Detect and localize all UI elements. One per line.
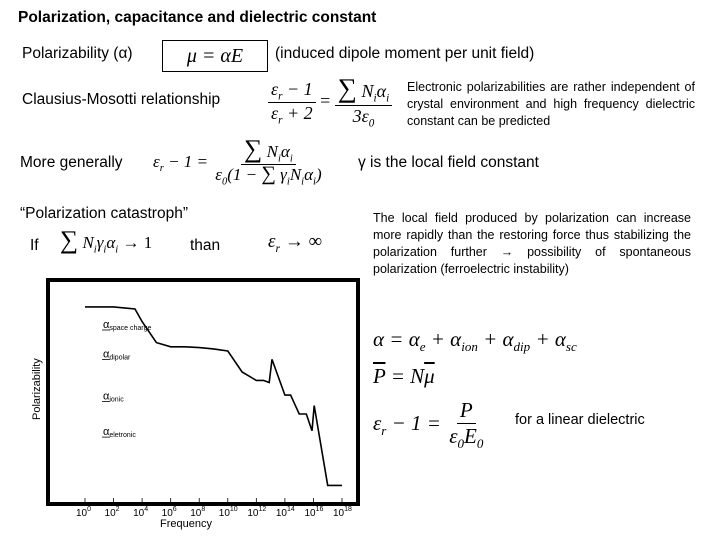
level-label-ionic: αionic (103, 390, 124, 404)
level-label-eletronic: αeletronic (103, 426, 136, 440)
x-tick-label-2: $10^2$ (104, 506, 120, 519)
if-label: If (30, 237, 39, 254)
formula-rhs: = αE (201, 45, 244, 67)
polarization-equation: $\overline{P} = N\overline{\mu}$ (373, 364, 435, 388)
chart-xlabel: Frequency (160, 518, 212, 530)
polarizability-chart (0, 270, 370, 540)
x-tick-label-6: $10^6$ (161, 506, 177, 519)
catastrophe-condition: ∑ $N_i\gamma_i\alpha_i \to 1$ (60, 225, 153, 256)
general-label: More generally (20, 154, 123, 171)
x-tick-label-18: $10^{18}$ (333, 506, 352, 519)
level-label-dipolar: αdipolar (103, 348, 131, 362)
x-tick-label-0: $10^0$ (76, 506, 92, 519)
clausius-formula: $\frac{\varepsilon_r - 1}{\varepsilon_r + 2}$ = $\frac{\sum N_i\alpha_i}{3\varepsilon_0}$ (268, 76, 392, 129)
level-label-space-charge: αspace charge (103, 319, 152, 332)
than-label: than (190, 237, 221, 254)
linear-dielectric-note: for a linear dielectric (515, 412, 645, 428)
x-tick-label-12: $10^{12}$ (247, 506, 267, 519)
clausius-label: Clausius-Mosotti relationship (22, 91, 221, 108)
catastrophe-result: $\varepsilon_r$ → ∞ (268, 231, 323, 255)
x-tick-label-10: $10^{10}$ (218, 506, 238, 519)
polarizability-formula (162, 40, 268, 72)
x-tick-label-14: $10^{14}$ (275, 506, 295, 519)
x-tick-label-16: $10^{16}$ (304, 506, 324, 519)
catastrophe-heading: “Polarization catastroph” (20, 205, 188, 222)
formula-lhs: μ (186, 45, 197, 67)
x-tick-label-8: $10^8$ (190, 506, 206, 519)
alpha-sum-equation: $\alpha = \alpha_e + \alpha_{ion} + \alpha_{dip} + \alpha_{sc}$ (373, 327, 577, 355)
general-note: γ is the local field constant (358, 154, 539, 171)
polarizability-note: (induced dipole moment per unit field) (275, 45, 535, 62)
catastrophe-note: The local field produced by polarization can increase more rapidly than the restoring force thus stabilizing the polarization further → possibility of spontaneous polarization (ferroelectric instability) (373, 211, 691, 276)
chart-plot-area (50, 282, 356, 502)
general-formula: $\varepsilon_r - 1$ = $\frac{\sum N_i\alpha_i}{\varepsilon_0(1 - \sum \gamma_iN_i\alpha_i)}$ (153, 134, 322, 188)
x-tick-label-4: $10^4$ (133, 506, 149, 519)
linear-dielectric-equation: $\varepsilon_r - 1$ = $\frac{P}{\varepsilon_0E_0}$ (373, 398, 484, 452)
page-title: Polarization, capacitance and dielectric constant (18, 9, 377, 26)
polarizability-label: Polarizability (α) (22, 45, 133, 62)
chart-ylabel: Polarizability (31, 358, 43, 420)
clausius-note: Electronic polarizabilities are rather independent of crystal environment and high frequency dielectric constant can be predicted (407, 80, 695, 128)
